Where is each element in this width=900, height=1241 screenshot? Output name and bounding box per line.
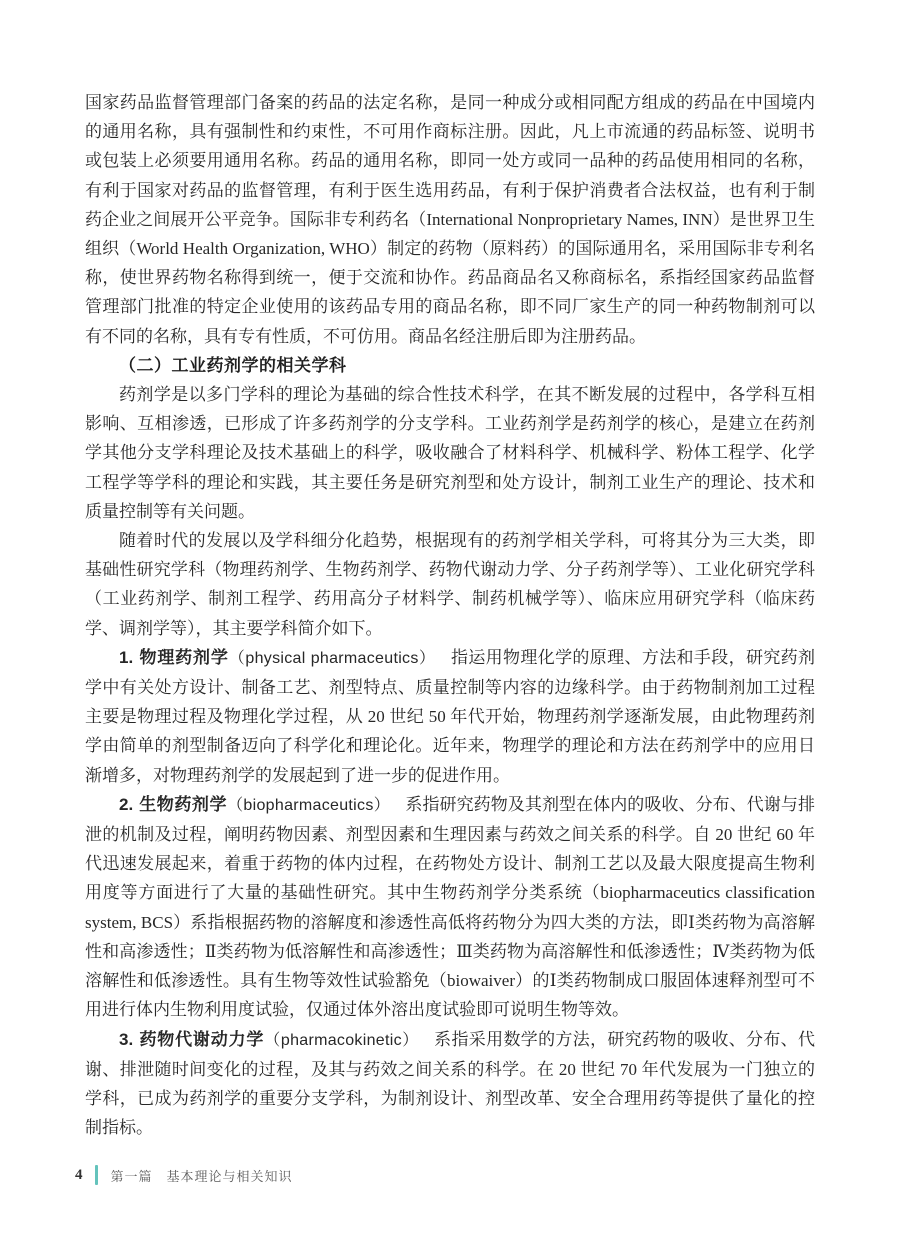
item-pharmacokinetics <box>85 1025 815 1143</box>
page-number: 4 <box>75 1166 83 1183</box>
item-number: 3. <box>119 1029 134 1049</box>
item-biopharmaceutics <box>85 790 815 1025</box>
item-body-text: 指运用物理化学的原理、方法和手段，研究药剂学中有关处方设计、制备工艺、剂型特点、质量控制等内容的边缘科学。由于药物制剂加工过程主要是物理过程及物理化学过程，从 20 世纪 50 年代开始，物理药剂学逐渐发展，由此物理药剂学由简单的剂型制备迈向了科学化和理论化。近年来，物理学的理论和方法在药剂学中的应用日渐增多，对物理药剂学的发展起到了进一步的促进作用。 <box>85 647 816 785</box>
footer-accent-bar <box>95 1165 98 1185</box>
page-content <box>85 88 815 1142</box>
paragraph-drug-naming: 国家药品监督管理部门备案的药品的法定名称，是同一种成分或相同配方组成的药品在中国境内的通用名称，具有强制性和约束性，不可用作商标注册。因此，凡上市流通的药品标签、说明书或包装上必须要用通用名称。药品的通用名称，即同一处方或同一品种的药品使用相同的名称，有利于国家对药品的监督管理，有利于医生选用药品，有利于保护消费者合法权益，也有利于制药企业之间展开公平竞争。国际非专利药名（International Nonproprietary Names, INN）是世界卫生组织（World Health Organization, WHO）制定的药物（原料药）的国际通用名，采用国际非专利名称，使世界药物名称得到统一，便于交流和协作。药品商品名又称商标名，系指经国家药品监督管理部门批准的特定企业使用的该药品专用的商品名称，即不同厂家生产的同一种药物制剂可以有不同的名称，具有专有性质，不可仿用。商品名经注册后即为注册药品。 <box>85 93 815 346</box>
paragraph-discipline-classification: 随着时代的发展以及学科细分化趋势，根据现有的药剂学相关学科，可将其分为三大类，即基础性研究学科（物理药剂学、生物药剂学、药物代谢动力学、分子药剂学等）、工业化研究学科（工业药剂学、制剂工程学、药用高分子材料学、制药机械学等）、临床应用研究学科（临床药学、调剂学等），其主要学科简介如下。 <box>85 531 815 638</box>
item-title-zh: 药物代谢动力学 <box>139 1029 265 1049</box>
item-heading <box>119 1030 419 1049</box>
item-title-zh: 生物药剂学 <box>139 794 228 814</box>
item-title-en: （pharmacokinetic） <box>264 1031 419 1049</box>
item-heading <box>119 795 390 814</box>
item-heading <box>119 648 436 667</box>
item-title-en: （physical pharmaceutics） <box>228 649 436 667</box>
paragraph-pharmaceutics-overview: 药剂学是以多门学科的理论为基础的综合性技术科学，在其不断发展的过程中，各学科互相影响、互相渗透，已形成了许多药剂学的分支学科。工业药剂学是药剂学的核心，是建立在药剂学其他分支学科理论及技术基础上的科学，吸收融合了材料科学、机械科学、粉体工程学、化学工程学等学科的理论和实践，其主要任务是研究剂型和处方设计，制剂工业生产的理论、技术和质量控制等有关问题。 <box>85 385 815 521</box>
page-footer <box>75 1163 293 1187</box>
item-number: 2. <box>119 794 134 814</box>
item-number: 1. <box>119 647 134 667</box>
item-title-en: （biopharmaceutics） <box>227 796 391 814</box>
section-heading: （二）工业药剂学的相关学科 <box>119 355 347 375</box>
item-body-text: 系指采用数学的方法，研究药物的吸收、分布、代谢、排泄随时间变化的过程，及其与药效之间关系的科学。在 20 世纪 70 年代发展为一门独立的学科，已成为药剂学的重要分支学科，为制剂设计、剂型改革、安全合理用药等提供了量化的控制指标。 <box>85 1029 816 1138</box>
item-physical-pharmaceutics <box>85 643 815 790</box>
item-title-zh: 物理药剂学 <box>139 647 229 667</box>
footer-section-label: 第一篇 基本理论与相关知识 <box>110 1168 293 1184</box>
item-body-text: 系指研究药物及其剂型在体内的吸收、分布、代谢与排泄的机制及过程，阐明药物因素、剂型因素和生理因素与药效之间关系的科学。自 20 世纪 60 年代迅速发展起来，着重于药物的体内过程，在药物处方设计、制剂工艺以及最大限度提高生物利用度等方面进行了大量的基础性研究。其中生物药剂学分类系统（biopharmaceutics classification system, BCS）系指根据药物的溶解度和渗透性高低将药物分为四大类的方法，即Ⅰ类药物为高溶解性和高渗透性；Ⅱ类药物为低溶解性和高渗透性；Ⅲ类药物为高溶解性和低渗透性；Ⅳ类药物为低溶解性和低渗透性。具有生物等效性试验豁免（biowaiver）的Ⅰ类药物制成口服固体速释剂型可不用进行体内生物利用度试验，仅通过体外溶出度试验即可说明生物等效。 <box>85 794 816 1020</box>
